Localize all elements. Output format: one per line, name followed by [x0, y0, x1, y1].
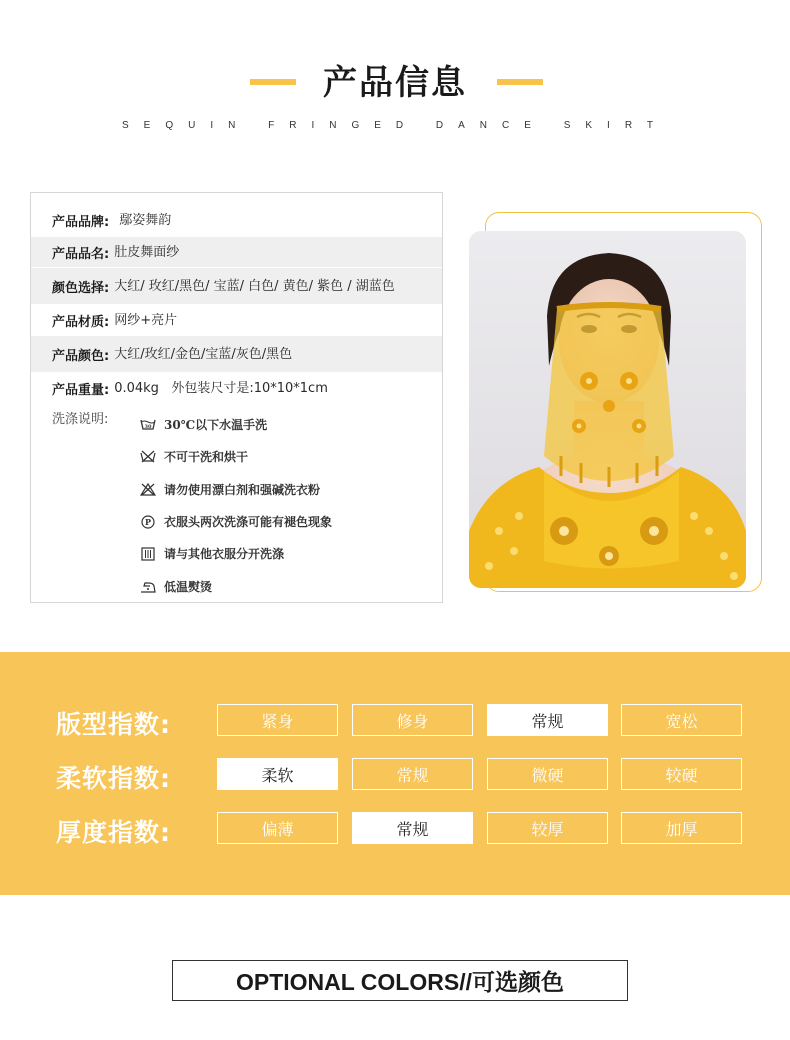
info-row-weight	[31, 374, 442, 402]
svg-text:30: 30	[144, 424, 152, 430]
optional-colors-heading: OPTIONAL COLORS//可选颜色	[172, 960, 628, 1001]
care-text: 低温熨烫	[164, 580, 213, 594]
section-subtitle: SEQUIN FRINGED DANCE SKIRT	[122, 120, 668, 131]
info-row-color-choice	[31, 268, 442, 304]
softness-option: 微硬	[487, 758, 608, 790]
thickness-option: 较厚	[487, 812, 608, 844]
fit-option: 修身	[352, 704, 473, 736]
product-info-table	[30, 192, 443, 603]
care-item	[140, 416, 267, 433]
info-value: 肚皮舞面纱	[114, 244, 180, 260]
care-text: 30℃以下水温手洗	[164, 418, 268, 432]
info-label: 产品品名:	[52, 246, 110, 262]
care-item	[140, 513, 332, 530]
no-bleach-icon	[140, 483, 156, 497]
care-item	[140, 481, 320, 498]
low-iron-icon	[140, 580, 156, 594]
no-dry-clean-icon	[140, 450, 156, 464]
info-label: 颜色选择:	[52, 280, 110, 296]
info-row-product-color	[31, 336, 442, 372]
wash-30-icon	[140, 418, 156, 432]
info-value: 鄢姿舞韵	[119, 212, 172, 228]
info-row-name	[31, 237, 442, 267]
index-label-fit: 版型指数:	[56, 710, 171, 739]
info-row-material	[31, 306, 442, 334]
softness-option: 常规	[352, 758, 473, 790]
info-value: 大红/ 玫红/黑色/ 宝蓝/ 白色/ 黄色/ 紫色 / 湖蓝色	[114, 278, 395, 294]
care-item	[140, 448, 248, 465]
professional-clean-icon	[140, 515, 156, 529]
index-label-softness: 柔软指数:	[56, 764, 171, 793]
info-label: 洗涤说明:	[52, 411, 109, 427]
care-item	[140, 545, 284, 562]
info-value: 大红/玫红/金色/宝蓝/灰色/黑色	[114, 346, 293, 362]
info-value: 网纱+亮片	[114, 312, 178, 328]
care-text: 请与其他衣服分开洗涤	[164, 547, 285, 561]
info-label: 产品材质:	[52, 314, 110, 330]
index-label-thickness: 厚度指数:	[56, 818, 171, 847]
section-title: 产品信息	[323, 63, 467, 103]
thickness-option: 偏薄	[217, 812, 338, 844]
care-item	[140, 578, 212, 595]
info-value: 0.04kg 外包装尺寸是:10*10*1cm	[114, 380, 328, 396]
thickness-option-selected: 常规	[352, 812, 473, 844]
info-label: 产品品牌:	[52, 214, 110, 230]
fit-option: 紧身	[217, 704, 338, 736]
softness-option: 较硬	[621, 758, 742, 790]
info-label: 产品颜色:	[52, 348, 110, 364]
care-text: 衣服头两次洗涤可能有褪色现象	[164, 515, 333, 529]
product-photo	[469, 231, 746, 588]
separate-wash-icon	[140, 547, 156, 561]
svg-text:P: P	[144, 516, 152, 527]
softness-option-selected: 柔软	[217, 758, 338, 790]
info-label: 产品重量:	[52, 382, 110, 398]
fit-option: 宽松	[621, 704, 742, 736]
thickness-option: 加厚	[621, 812, 742, 844]
care-text: 不可干洗和烘干	[164, 450, 249, 464]
info-row-brand	[31, 205, 442, 235]
fit-option-selected: 常规	[487, 704, 608, 736]
care-text: 请勿使用漂白剂和强碱洗衣粉	[164, 483, 321, 497]
